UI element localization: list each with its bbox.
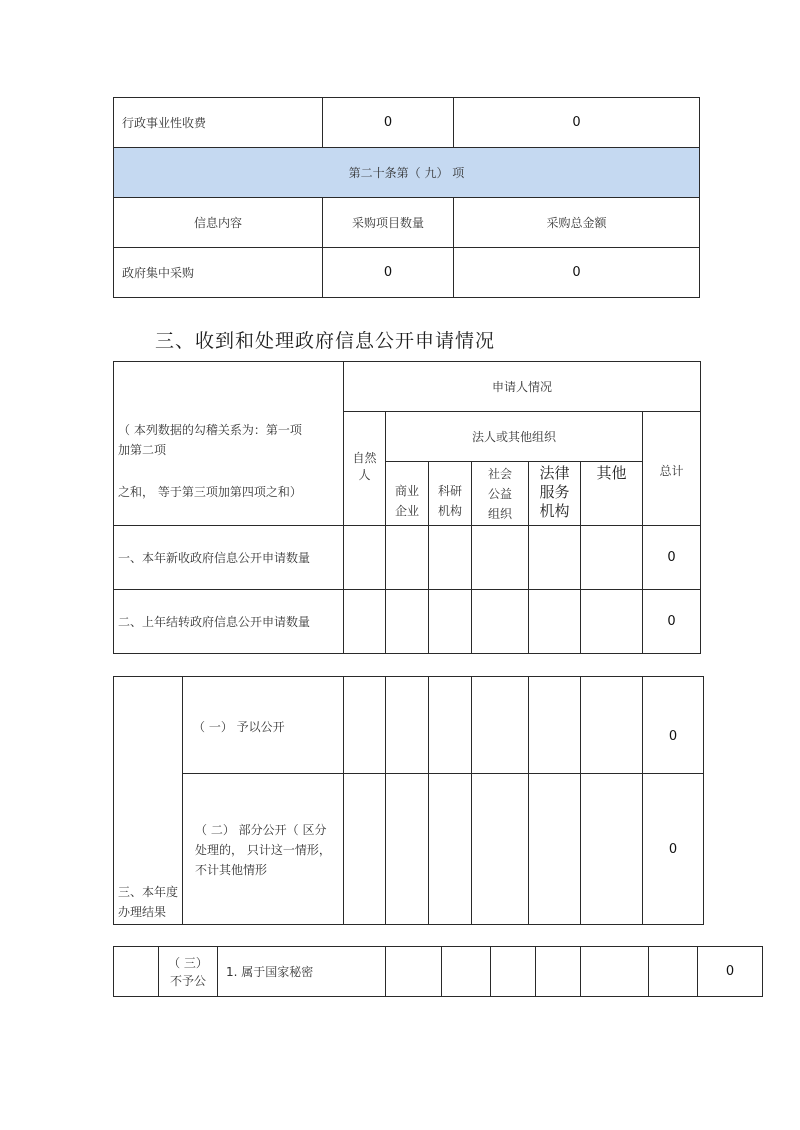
result-label-cell bbox=[183, 774, 344, 925]
cell-value: 0 bbox=[454, 248, 700, 298]
data-cell bbox=[472, 590, 529, 654]
subcol-public-welfare-label: 社会公益组织 bbox=[487, 466, 512, 521]
data-cell bbox=[581, 947, 649, 997]
section-header: 第二十条第（ 九） 项 bbox=[114, 148, 700, 198]
data-cell bbox=[491, 947, 536, 997]
data-cell bbox=[344, 774, 386, 925]
natural-person-header bbox=[344, 412, 386, 526]
column-header: 采购项目数量 bbox=[323, 198, 454, 248]
data-cell bbox=[429, 774, 472, 925]
subcol-other bbox=[581, 462, 643, 526]
data-cell bbox=[581, 590, 643, 654]
total-cell: 0 bbox=[643, 677, 704, 774]
withheld-table bbox=[113, 946, 763, 997]
column-header: 采购总金额 bbox=[454, 198, 700, 248]
total-header: 总计 bbox=[643, 412, 701, 526]
data-cell bbox=[429, 677, 472, 774]
cell-value: 0 bbox=[323, 248, 454, 298]
empty-cell bbox=[114, 947, 159, 997]
result-label-cell bbox=[183, 677, 344, 774]
note-line-1: （ 本列数据的勾稽关系为：第一项 bbox=[118, 423, 302, 437]
data-cell bbox=[472, 677, 529, 774]
group-label: 三、本年度办理结果 bbox=[118, 885, 179, 919]
data-cell bbox=[344, 526, 386, 590]
applicant-header: 申请人情况 bbox=[344, 362, 701, 412]
data-cell bbox=[429, 526, 472, 590]
data-cell bbox=[529, 590, 581, 654]
data-cell bbox=[442, 947, 491, 997]
row-label-procurement: 政府集中采购 bbox=[114, 248, 323, 298]
total-cell: 0 bbox=[643, 526, 701, 590]
subcol-public-welfare bbox=[472, 462, 529, 526]
data-cell bbox=[581, 677, 643, 774]
total-cell: 0 bbox=[643, 774, 704, 925]
total-cell: 0 bbox=[643, 590, 701, 654]
data-cell bbox=[472, 526, 529, 590]
note-cell bbox=[114, 362, 344, 526]
subcol-business-label: 商业企业 bbox=[394, 483, 419, 518]
result-label-partial: （ 二） 部分公开（ 区分处理的， 只计这一情形， 不计其他情形 bbox=[195, 823, 331, 877]
result-label-public: （ 一） 予以公开 bbox=[193, 720, 285, 734]
data-cell bbox=[386, 947, 442, 997]
item-state-secret: 1. 属于国家秘密 bbox=[218, 947, 386, 997]
data-cell bbox=[386, 774, 429, 925]
data-cell bbox=[529, 526, 581, 590]
subcol-research bbox=[429, 462, 472, 526]
natural-person-label: 自然人 bbox=[352, 451, 377, 482]
row-label-new: 一、本年新收政府信息公开申请数量 bbox=[114, 526, 344, 590]
cell-value: 0 bbox=[454, 98, 700, 148]
total-cell: 0 bbox=[698, 947, 763, 997]
cell-value: 0 bbox=[323, 98, 454, 148]
data-cell bbox=[386, 677, 429, 774]
subcol-legal-service-label: 法律服务机构 bbox=[539, 464, 570, 520]
group-label-cell bbox=[114, 677, 183, 925]
data-cell bbox=[649, 947, 698, 997]
subcol-research-label: 科研机构 bbox=[437, 483, 462, 518]
column-header: 信息内容 bbox=[114, 198, 323, 248]
section-title: 三、收到和处理政府信息公开申请情况 bbox=[155, 330, 496, 352]
data-cell bbox=[386, 590, 429, 654]
data-cell bbox=[472, 774, 529, 925]
application-stats-table bbox=[113, 361, 701, 654]
data-cell bbox=[529, 677, 581, 774]
data-cell bbox=[344, 590, 386, 654]
data-cell bbox=[581, 774, 643, 925]
data-cell bbox=[344, 677, 386, 774]
data-cell bbox=[536, 947, 581, 997]
row-label-carried: 二、上年结转政府信息公开申请数量 bbox=[114, 590, 344, 654]
data-cell bbox=[581, 526, 643, 590]
note-line-2: 加第二项 bbox=[118, 443, 167, 457]
withheld-group-cell bbox=[159, 947, 218, 997]
procurement-table bbox=[113, 97, 700, 298]
processing-results-table bbox=[113, 676, 704, 925]
data-cell bbox=[429, 590, 472, 654]
withheld-group-label: （ 三）不予公 bbox=[168, 955, 208, 988]
note-line-3: 之和， 等于第三项加第四项之和） bbox=[118, 485, 302, 499]
legal-entity-header: 法人或其他组织 bbox=[386, 412, 643, 462]
row-label-fee: 行政事业性收费 bbox=[114, 98, 323, 148]
subcol-legal-service bbox=[529, 462, 581, 526]
data-cell bbox=[386, 526, 429, 590]
subcol-business bbox=[386, 462, 429, 526]
subcol-other-label: 其他 bbox=[596, 464, 627, 482]
data-cell bbox=[529, 774, 581, 925]
